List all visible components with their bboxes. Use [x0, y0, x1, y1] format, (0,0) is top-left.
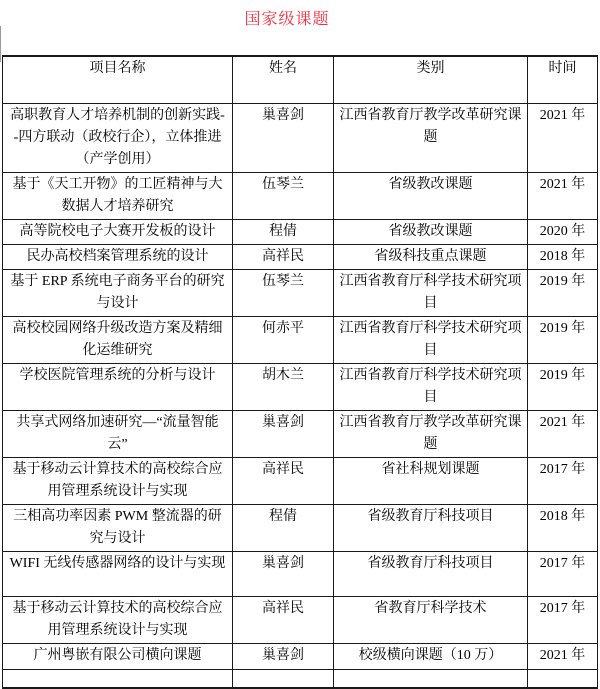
year-cell: 2019 年: [528, 363, 598, 410]
category-cell: 省教育厅科学技术: [334, 596, 528, 643]
name-cell: 高祥民: [233, 457, 334, 504]
table-row: [3, 316, 598, 363]
year-cell: 2017 年: [528, 551, 598, 596]
projects-table: [2, 55, 598, 689]
project-cell: 三相高功率因素 PWM 整流器的研究与设计: [3, 504, 233, 551]
name-cell: [233, 669, 334, 688]
category-cell: 省级教育厅科技项目: [334, 551, 528, 596]
name-cell: 巢喜剑: [233, 551, 334, 596]
category-cell: 省级教改课题: [334, 219, 528, 244]
project-cell: 学校医院管理系统的分析与设计: [3, 363, 233, 410]
table-row: [3, 596, 598, 643]
year-cell: 2021 年: [528, 172, 598, 219]
header-person-name: 姓名: [233, 56, 334, 103]
year-cell: 2021 年: [528, 410, 598, 457]
project-cell: 基于 ERP 系统电子商务平台的研究与设计: [3, 269, 233, 316]
category-cell: 江西省教育厅科学技术研究项目: [334, 363, 528, 410]
project-cell: 高等院校电子大赛开发板的设计: [3, 219, 233, 244]
project-cell: 广州粤嵌有限公司横向课题: [3, 643, 233, 669]
name-cell: 高祥民: [233, 596, 334, 643]
category-cell: 省级教改课题: [334, 172, 528, 219]
table-row: [3, 643, 598, 669]
project-cell: WIFI 无线传感器网络的设计与实现: [3, 551, 233, 596]
category-cell: 江西省教育厅教学改革研究课题: [334, 410, 528, 457]
table-row: [3, 363, 598, 410]
category-cell: 江西省教育厅科学技术研究项目: [334, 269, 528, 316]
name-cell: 伍琴兰: [233, 269, 334, 316]
table-row: [3, 457, 598, 504]
year-cell: 2019 年: [528, 269, 598, 316]
year-cell: 2019 年: [528, 316, 598, 363]
table-row: [3, 504, 598, 551]
name-cell: 高祥民: [233, 244, 334, 269]
name-cell: 程倩: [233, 504, 334, 551]
page-edge-artifact-line: [0, 26, 1, 62]
table-row: [3, 103, 598, 172]
category-cell: 省级科技重点课题: [334, 244, 528, 269]
year-cell: [528, 669, 598, 688]
table-header-row: [3, 56, 598, 103]
category-cell: 江西省教育厅科学技术研究项目: [334, 316, 528, 363]
project-cell: 基于移动云计算技术的高校综合应用管理系统设计与实现: [3, 596, 233, 643]
table-row: [3, 551, 598, 596]
year-cell: 2017 年: [528, 457, 598, 504]
name-cell: 何赤平: [233, 316, 334, 363]
header-time: 时间: [528, 56, 598, 103]
name-cell: 巢喜剑: [233, 643, 334, 669]
year-cell: 2021 年: [528, 103, 598, 172]
name-cell: 程倩: [233, 219, 334, 244]
project-cell: 共享式网络加速研究—“流量智能云”: [3, 410, 233, 457]
category-cell: 江西省教育厅教学改革研究课题: [334, 103, 528, 172]
project-cell: 民办高校档案管理系统的设计: [3, 244, 233, 269]
page-title: 国家级课题: [244, 11, 330, 28]
category-cell: 省社科规划课题: [334, 457, 528, 504]
table-row: [3, 269, 598, 316]
name-cell: 伍琴兰: [233, 172, 334, 219]
year-cell: 2018 年: [528, 244, 598, 269]
project-cell: 基于《天工开物》的工匠精神与大数据人才培养研究: [3, 172, 233, 219]
year-cell: 2018 年: [528, 504, 598, 551]
project-cell: 高职教育人才培养机制的创新实践--四方联动（政校行企），立体推进（产学创用）: [3, 103, 233, 172]
year-cell: 2020 年: [528, 219, 598, 244]
header-category: 类别: [334, 56, 528, 103]
project-cell: [3, 669, 233, 688]
table-row: [3, 219, 598, 244]
table-row: [3, 244, 598, 269]
header-project-name: 项目名称: [3, 56, 233, 103]
name-cell: 胡木兰: [233, 363, 334, 410]
year-cell: 2021 年: [528, 643, 598, 669]
year-cell: 2017 年: [528, 596, 598, 643]
name-cell: 巢喜剑: [233, 410, 334, 457]
table-row: [3, 410, 598, 457]
table-row: [3, 172, 598, 219]
project-cell: 高校校园网络升级改造方案及精细化运维研究: [3, 316, 233, 363]
category-cell: 省级教育厅科技项目: [334, 504, 528, 551]
project-cell: 基于移动云计算技术的高校综合应用管理系统设计与实现: [3, 457, 233, 504]
table-row-empty: [3, 669, 598, 688]
category-cell: [334, 669, 528, 688]
name-cell: 巢喜剑: [233, 103, 334, 172]
category-cell: 校级横向课题（10 万）: [334, 643, 528, 669]
